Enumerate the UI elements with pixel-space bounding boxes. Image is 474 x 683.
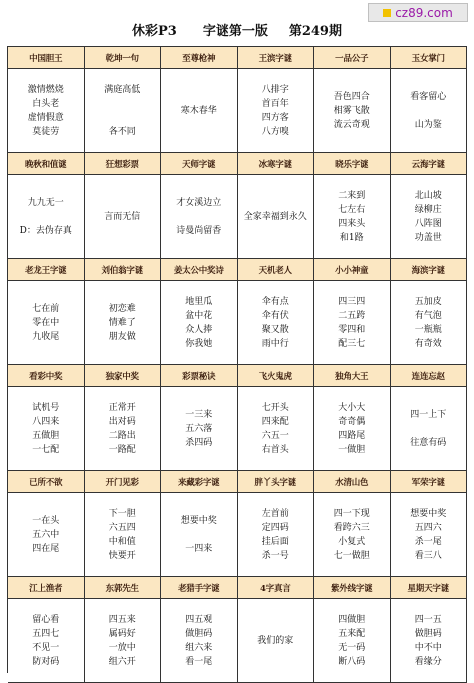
riddle-title-cell: 看彩中奖 [8, 365, 85, 387]
riddle-text-cell: 试机号 八四来 五做胆 一七配 [8, 387, 85, 471]
riddle-text-cell: 一三来 五六落 杀四码 [161, 387, 238, 471]
riddle-title-cell: 云海字谜 [391, 153, 468, 175]
riddle-text-cell: 二来到 七左右 四来头 和1路 [314, 175, 391, 259]
riddle-text-cell: 言而无信 [85, 175, 162, 259]
riddle-text-cell: 吾色四合 相雾飞散 流云奇观 [314, 69, 391, 153]
riddle-text-cell: 四三四 二五跨 零四和 配三七 [314, 281, 391, 365]
riddle-text-cell: 我们的家 [238, 599, 315, 683]
riddle-text-cell: 满庭高低 各不同 [85, 69, 162, 153]
riddle-text-cell: 四一上下 往意有码 [391, 387, 468, 471]
riddle-title-cell: 小小神童 [314, 259, 391, 281]
riddle-title-cell: 4字真言 [238, 577, 315, 599]
riddle-title-cell: 胖丫头字谜 [238, 471, 315, 493]
riddle-title-cell: 已所不欲 [8, 471, 85, 493]
riddle-text-cell: 四做胆 五来配 无一码 断八码 [314, 599, 391, 683]
riddle-title-cell: 江上渔者 [8, 577, 85, 599]
riddle-title-cell: 天师字谜 [161, 153, 238, 175]
riddle-title-cell: 冰寒字谜 [238, 153, 315, 175]
riddle-title-cell: 玉女掌门 [391, 47, 468, 69]
riddle-title-cell: 开门见彩 [85, 471, 162, 493]
riddle-text-cell: 寒木春华 [161, 69, 238, 153]
riddle-text-cell: 八排字 首百年 四方客 八方嗅 [238, 69, 315, 153]
riddle-title-cell: 王滨字谜 [238, 47, 315, 69]
riddle-title-cell: 紫外线字谜 [314, 577, 391, 599]
riddle-text-cell: 七在前 零在中 九收尾 [8, 281, 85, 365]
riddle-title-cell: 老猎手字谜 [161, 577, 238, 599]
riddle-text-cell: 左首前 定四码 挂后面 杀一号 [238, 493, 315, 577]
riddle-text-cell: 才女溪边立 诗曼尚留香 [161, 175, 238, 259]
issue-number: 第249期 [288, 23, 342, 39]
watermark-square-icon [383, 9, 391, 17]
riddle-text-cell: 九九无一 D：去伪存真 [8, 175, 85, 259]
riddle-text-cell: 北山坡 绿柳庄 八阵图 功盖世 [391, 175, 468, 259]
riddle-title-cell: 独家中奖 [85, 365, 162, 387]
riddle-title-cell: 东郭先生 [85, 577, 162, 599]
riddle-text-cell: 留心看 五四七 不见一 防对码 [8, 599, 85, 683]
riddle-title-cell: 连连忘赵 [391, 365, 468, 387]
riddle-text-cell: 四一下现 看跨六三 小复式 七一做胆 [314, 493, 391, 577]
riddle-text-cell: 伞有点 伞有伏 聚又散 雨中行 [238, 281, 315, 365]
riddle-title-cell: 老龙王字谜 [8, 259, 85, 281]
riddle-title-cell: 姜太公中奖诗 [161, 259, 238, 281]
site-watermark [368, 3, 468, 22]
riddle-text-cell: 全家幸福到永久 [238, 175, 315, 259]
riddle-title-cell: 来藏彩字谜 [161, 471, 238, 493]
riddle-text-cell: 一在头 五六中 四在尾 [8, 493, 85, 577]
lottery-title: 休彩P3 [132, 23, 177, 39]
riddle-title-cell: 晓乐字谜 [314, 153, 391, 175]
riddle-text-cell: 四一五 做胆码 中不中 看缘分 [391, 599, 468, 683]
riddle-text-cell: 看客留心 山为鉴 [391, 69, 468, 153]
riddle-title-cell: 彩票秘诀 [161, 365, 238, 387]
riddle-title-cell: 飞火鬼虎 [238, 365, 315, 387]
riddle-text-cell: 激情燃烧 白头老 虚情假意 莫徒劳 [8, 69, 85, 153]
riddle-title-cell: 至尊枪神 [161, 47, 238, 69]
riddle-title-cell: 水清山色 [314, 471, 391, 493]
riddle-title-cell: 天机老人 [238, 259, 315, 281]
riddle-title-cell: 独角大王 [314, 365, 391, 387]
riddle-text-cell: 地里瓜 盆中花 众人捧 你我她 [161, 281, 238, 365]
riddle-text-cell: 四五来 属码好 一放中 组六开 [85, 599, 162, 683]
riddle-text-cell: 正常开 出对码 二路出 一路配 [85, 387, 162, 471]
riddle-text-cell: 五加皮 有气泡 一瓶瓶 有奇效 [391, 281, 468, 365]
edition-label: 字谜第一版 [202, 23, 268, 39]
riddle-title-cell: 军荣字谜 [391, 471, 468, 493]
riddle-title-cell: 一品公子 [314, 47, 391, 69]
riddle-text-cell: 四五观 做胆码 组六来 看一尾 [161, 599, 238, 683]
riddle-text-cell: 初恋难 情难了 朋友做 [85, 281, 162, 365]
riddle-text-cell: 大小大 奇奇偶 四路尾 一做胆 [314, 387, 391, 471]
riddle-title-cell: 刘伯翁字谜 [85, 259, 162, 281]
riddle-text-cell: 想要中奖 五四六 杀一尾 看三八 [391, 493, 468, 577]
riddle-text-cell: 想要中奖 一四来 [161, 493, 238, 577]
riddle-title-cell: 中国胆王 [8, 47, 85, 69]
riddle-title-cell: 乾坤一句 [85, 47, 162, 69]
riddle-title-cell: 海滨字谜 [391, 259, 468, 281]
page-header [0, 19, 474, 39]
riddle-table [7, 46, 467, 673]
riddle-title-cell: 星期天字谜 [391, 577, 468, 599]
watermark-text: cz89.com [395, 5, 453, 20]
riddle-title-cell: 晚秋和值谜 [8, 153, 85, 175]
riddle-title-cell: 狂想彩票 [85, 153, 162, 175]
riddle-text-cell: 七开头 四来配 六五一 右首头 [238, 387, 315, 471]
riddle-text-cell: 下一胆 六五四 中和值 快要开 [85, 493, 162, 577]
